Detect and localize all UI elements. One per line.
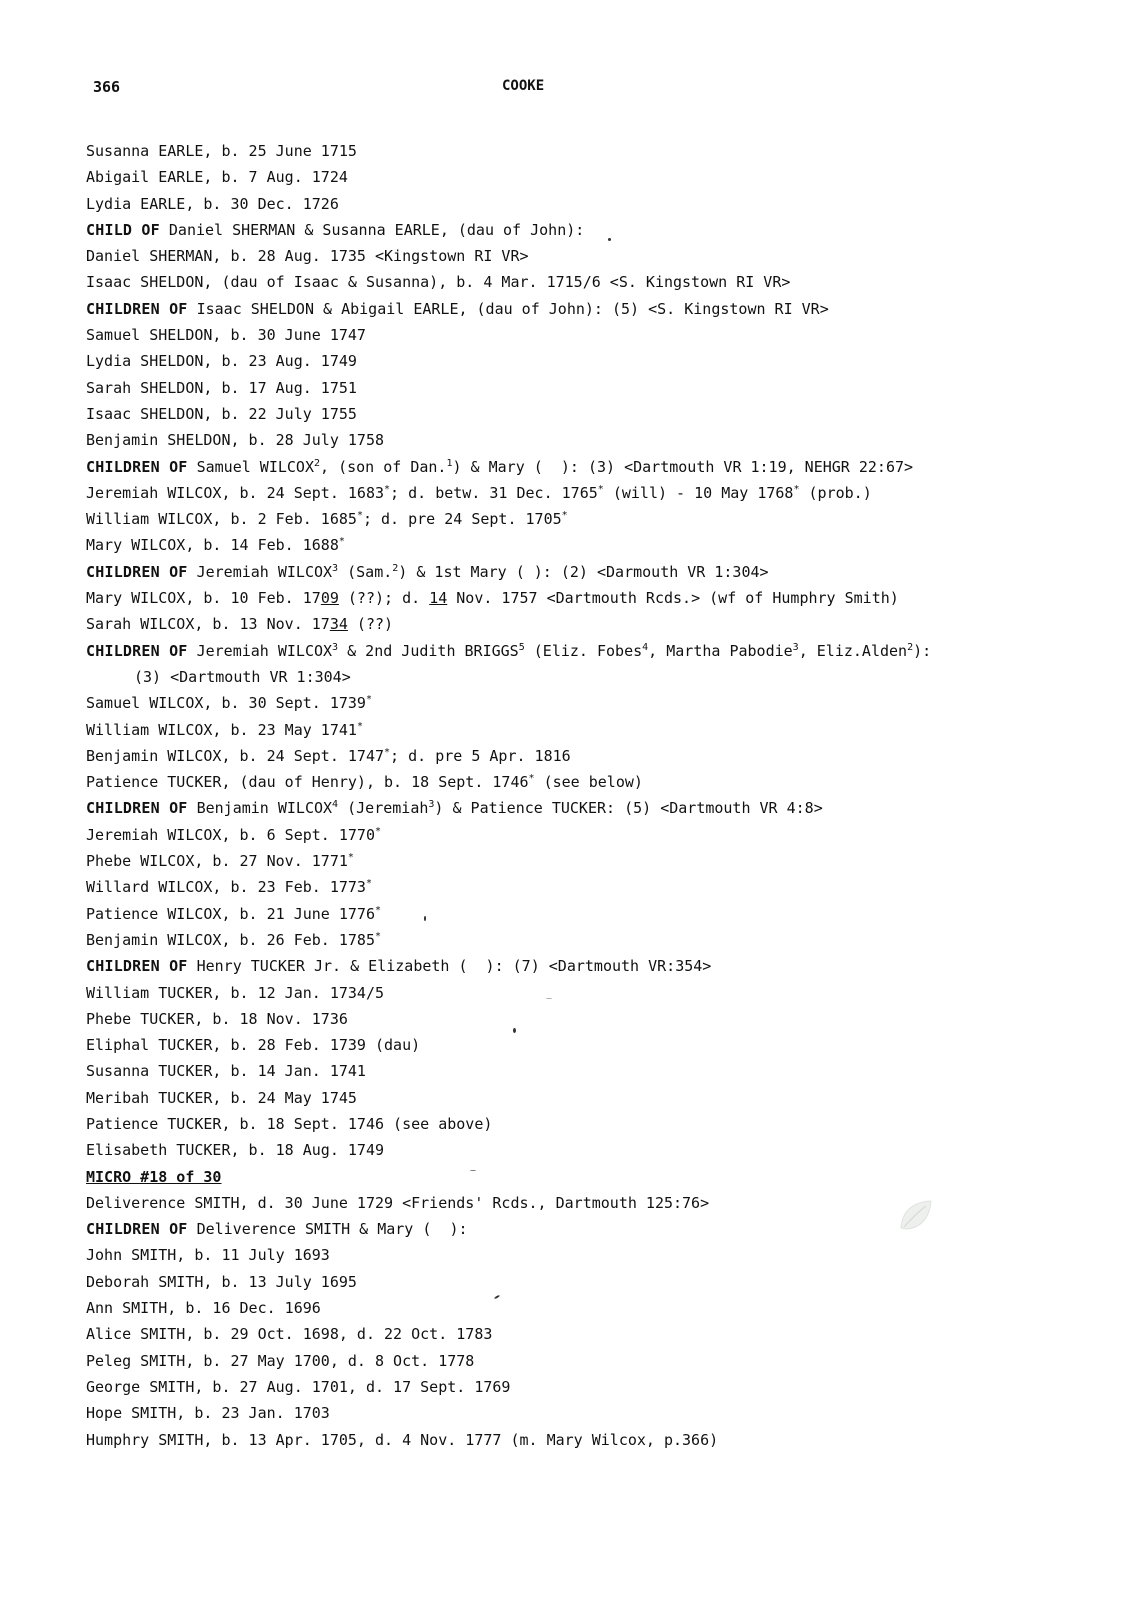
entry-text: William WILCOX, b. 23 May 1741 (86, 720, 357, 739)
entry-line (86, 532, 1106, 558)
leaf-icon (898, 1198, 934, 1232)
superscript: * (528, 773, 535, 785)
genealogy-entries (86, 138, 1106, 1453)
page-number: 366 (93, 78, 121, 96)
entry-text: Samuel SHELDON, b. 30 June 1747 (86, 326, 366, 345)
entry-line (86, 638, 1106, 664)
entry-text: Phebe WILCOX, b. 27 Nov. 1771 (86, 852, 348, 871)
entry-text: Jeremiah WILCOX, b. 24 Sept. 1683 (86, 483, 385, 502)
entry-line (86, 1058, 1106, 1084)
entry-line (86, 1427, 1106, 1453)
entry-text: Isaac SHELDON & Abigail EARLE, (dau of John): (5) <S. Kingstown RI VR> (187, 299, 829, 318)
scan-speck (513, 1028, 516, 1033)
entry-text: Abigail EARLE, b. 7 Aug. 1724 (86, 168, 348, 187)
entry-text: Peleg SMITH, b. 27 May 1700, d. 8 Oct. 1778 (86, 1351, 475, 1370)
entry-line (86, 1400, 1106, 1426)
entry-text: Jeremiah WILCOX (187, 641, 333, 660)
superscript: * (384, 483, 391, 495)
entry-line (86, 927, 1106, 953)
superscript: 3 (332, 641, 339, 653)
entry-line (86, 348, 1106, 374)
scan-speck (470, 1170, 476, 1171)
entry-text: (see below) (534, 773, 643, 792)
entry-text: (Sam. (338, 562, 393, 581)
entry-line (86, 427, 1106, 453)
scan-speck (608, 238, 611, 241)
entry-line (86, 664, 1106, 690)
entry-heading-label: CHILDREN OF (86, 299, 188, 318)
entry-text: & 2nd Judith BRIGGS (338, 641, 519, 660)
entry-line (86, 585, 1106, 611)
entry-text: (Jeremiah (338, 799, 429, 818)
entry-text: (3) <Dartmouth VR 1:304> (134, 667, 351, 686)
superscript: 3 (332, 562, 339, 574)
entry-line (86, 611, 1106, 637)
scan-speck (424, 916, 426, 921)
entry-text: Samuel WILCOX, b. 30 Sept. 1739 (86, 694, 366, 713)
entry-text: ; d. pre 24 Sept. 1705 (362, 510, 562, 529)
entry-text: ) & Patience TUCKER: (5) <Dartmouth VR 4:8> (434, 799, 823, 818)
entry-line (86, 769, 1106, 795)
superscript: * (374, 930, 382, 942)
entry-line (86, 743, 1106, 769)
entry-text: Deliverence SMITH, d. 30 June 1729 <Friends' Rcds., Dartmouth 125:76> (86, 1193, 710, 1212)
entry-line (86, 1374, 1106, 1400)
entry-line (86, 138, 1106, 164)
superscript: * (347, 852, 354, 864)
entry-text: Susanna EARLE, b. 25 June 1715 (86, 142, 357, 160)
entry-line (86, 848, 1106, 874)
entry-text: (??); d. (338, 589, 430, 608)
entry-heading-label: CHILDREN OF (86, 562, 188, 581)
entry-line (86, 506, 1106, 532)
entry-text: ) & 1st Mary ( ): (2) <Darmouth VR 1:304> (398, 562, 769, 581)
entry-text: Jeremiah WILCOX (187, 562, 333, 581)
entry-line (86, 480, 1106, 506)
entry-line (86, 401, 1106, 427)
entry-text: , Eliz.Alden (798, 641, 908, 660)
entry-line (86, 1295, 1106, 1321)
entry-heading-label: CHILDREN OF (86, 957, 188, 976)
underlined-text: 09 (320, 589, 339, 608)
superscript: 3 (792, 641, 799, 653)
entry-text: Susanna TUCKER, b. 14 Jan. 1741 (86, 1062, 366, 1081)
superscript: 2 (907, 641, 914, 653)
superscript: * (384, 746, 391, 758)
entry-text: Nov. 1757 <Dartmouth Rcds.> (wf of Humphry Smith) (447, 589, 899, 608)
superscript: 5 (518, 641, 525, 653)
entry-heading-label: CHILDREN OF (86, 641, 188, 660)
entry-line (86, 375, 1106, 401)
entry-text: Mary WILCOX, b. 10 Feb. 17 (86, 589, 321, 608)
entry-text: Elisabeth TUCKER, b. 18 Aug. 1749 (86, 1141, 385, 1160)
entry-text: Jeremiah WILCOX, b. 6 Sept. 1770 (86, 825, 375, 844)
entry-text: (Eliz. Fobes (524, 641, 643, 660)
superscript: * (365, 878, 372, 890)
superscript: * (793, 483, 800, 495)
entry-text: Sarah WILCOX, b. 13 Nov. 17 (86, 615, 330, 634)
entry-text: Deborah SMITH, b. 13 July 1695 (86, 1272, 357, 1291)
entry-line (86, 1242, 1106, 1268)
entry-text: Daniel SHERMAN & Susanna EARLE, (dau of John): (159, 220, 585, 239)
entry-line (86, 953, 1106, 979)
entry-text: Deliverence SMITH & Mary ( ): (187, 1220, 468, 1239)
entry-text: Eliphal TUCKER, b. 28 Feb. 1739 (dau) (86, 1036, 421, 1055)
superscript: * (374, 825, 382, 837)
entry-line (86, 269, 1106, 295)
entry-line (86, 191, 1106, 217)
entry-heading-label: CHILDREN OF (86, 1220, 188, 1239)
entry-text: Henry TUCKER Jr. & Elizabeth ( ): (7) <Dartmouth VR:354> (187, 957, 712, 976)
superscript: 3 (428, 799, 435, 811)
entry-text: George SMITH, b. 27 Aug. 1701, d. 17 Sept. 1769 (86, 1377, 511, 1396)
entry-line (86, 1190, 1106, 1216)
entry-line (86, 1137, 1106, 1163)
superscript: 2 (392, 562, 399, 574)
entry-heading-label: CHILD OF (86, 220, 160, 239)
entry-line (86, 1006, 1106, 1032)
superscript: * (338, 536, 345, 548)
entry-text: Patience TUCKER, (dau of Henry), b. 18 Sept. 1746 (86, 773, 529, 792)
entry-text: ; d. betw. 31 Dec. 1765 (390, 483, 598, 502)
entry-text: ; d. pre 5 Apr. 1816 (390, 746, 571, 765)
superscript: 2 (313, 457, 321, 469)
entry-text: Samuel WILCOX (187, 457, 314, 476)
entry-text: Isaac SHELDON, (dau of Isaac & Susanna), b. 4 Mar. 1715/6 <S. Kingstown RI VR> (86, 273, 791, 292)
entry-line (86, 1164, 1106, 1190)
entry-line (86, 1216, 1106, 1242)
entry-text: Alice SMITH, b. 29 Oct. 1698, d. 22 Oct. 1783 (86, 1325, 493, 1344)
entry-heading-label: CHILDREN OF (86, 799, 188, 818)
superscript: * (561, 510, 568, 522)
entry-text: , Martha Pabodie (648, 641, 793, 660)
entry-text: Benjamin WILCOX, b. 26 Feb. 1785 (86, 930, 375, 949)
entry-text: William WILCOX, b. 2 Feb. 1685 (86, 510, 357, 529)
entry-text: Phebe TUCKER, b. 18 Nov. 1736 (86, 1009, 348, 1028)
entry-text: , (son of Dan. (320, 457, 447, 476)
superscript: 4 (332, 799, 339, 811)
entry-text: Hope SMITH, b. 23 Jan. 1703 (86, 1404, 330, 1423)
entry-line (86, 1032, 1106, 1058)
entry-text: Patience TUCKER, b. 18 Sept. 1746 (see above) (86, 1114, 493, 1133)
entry-text: William TUCKER, b. 12 Jan. 1734/5 (86, 983, 385, 1002)
superscript: * (356, 510, 363, 522)
entry-text: ): (913, 641, 932, 660)
entry-text: Mary WILCOX, b. 14 Feb. 1688 (86, 536, 339, 555)
entry-line (86, 980, 1106, 1006)
superscript: * (356, 720, 363, 732)
entry-line (86, 164, 1106, 190)
entry-text: ) & Mary ( ): (3) <Dartmouth VR 1:19, NEHGR 22:67> (452, 457, 914, 476)
entry-text: Ann SMITH, b. 16 Dec. 1696 (86, 1299, 321, 1318)
scan-speck (546, 998, 552, 999)
entry-text: (will) - 10 May 1768 (603, 483, 794, 502)
underlined-text: 14 (429, 589, 448, 608)
entry-line (86, 322, 1106, 348)
entry-line (86, 1085, 1106, 1111)
entry-line (86, 243, 1106, 269)
entry-line (86, 901, 1106, 927)
entry-text: Humphry SMITH, b. 13 Apr. 1705, d. 4 Nov. 1777 (m. Mary Wilcox, p.366) (86, 1430, 719, 1449)
superscript: 4 (642, 641, 649, 653)
entry-text: Benjamin WILCOX (187, 799, 333, 818)
entry-text: Patience WILCOX, b. 21 June 1776 (86, 904, 375, 923)
superscript: * (365, 694, 372, 706)
micro-reel-heading: MICRO #18 of 30 (86, 1167, 222, 1186)
entry-text: Lydia SHELDON, b. 23 Aug. 1749 (86, 352, 357, 371)
entry-line (86, 874, 1106, 900)
entry-line (86, 1269, 1106, 1295)
superscript: * (597, 483, 604, 495)
entry-text: John SMITH, b. 11 July 1693 (86, 1246, 330, 1265)
page-header (0, 0, 1134, 110)
entry-line (86, 822, 1106, 848)
superscript: 1 (446, 457, 453, 469)
entry-line (86, 690, 1106, 716)
entry-line (86, 795, 1106, 821)
entry-text: Willard WILCOX, b. 23 Feb. 1773 (86, 878, 366, 897)
entry-line (86, 296, 1106, 322)
entry-text: Sarah SHELDON, b. 17 Aug. 1751 (86, 378, 357, 397)
entry-text: Benjamin WILCOX, b. 24 Sept. 1747 (86, 746, 385, 765)
entry-text: Isaac SHELDON, b. 22 July 1755 (86, 404, 357, 423)
running-head: COOKE (502, 78, 545, 94)
entry-text: (prob.) (799, 483, 872, 502)
entry-text: (??) (347, 615, 394, 634)
entry-line (86, 1348, 1106, 1374)
entry-line (86, 1111, 1106, 1137)
entry-line (86, 217, 1106, 243)
superscript: * (374, 904, 382, 916)
entry-line (86, 717, 1106, 743)
underlined-text: 34 (329, 615, 348, 634)
entry-text: Lydia EARLE, b. 30 Dec. 1726 (86, 194, 339, 213)
entry-line (86, 1321, 1106, 1347)
entry-heading-label: CHILDREN OF (86, 457, 188, 476)
entry-text: Benjamin SHELDON, b. 28 July 1758 (86, 431, 385, 450)
entry-text: Meribah TUCKER, b. 24 May 1745 (86, 1088, 357, 1107)
entry-text: Daniel SHERMAN, b. 28 Aug. 1735 <Kingstown RI VR> (86, 247, 529, 266)
entry-line (86, 454, 1106, 480)
entry-line (86, 559, 1106, 585)
